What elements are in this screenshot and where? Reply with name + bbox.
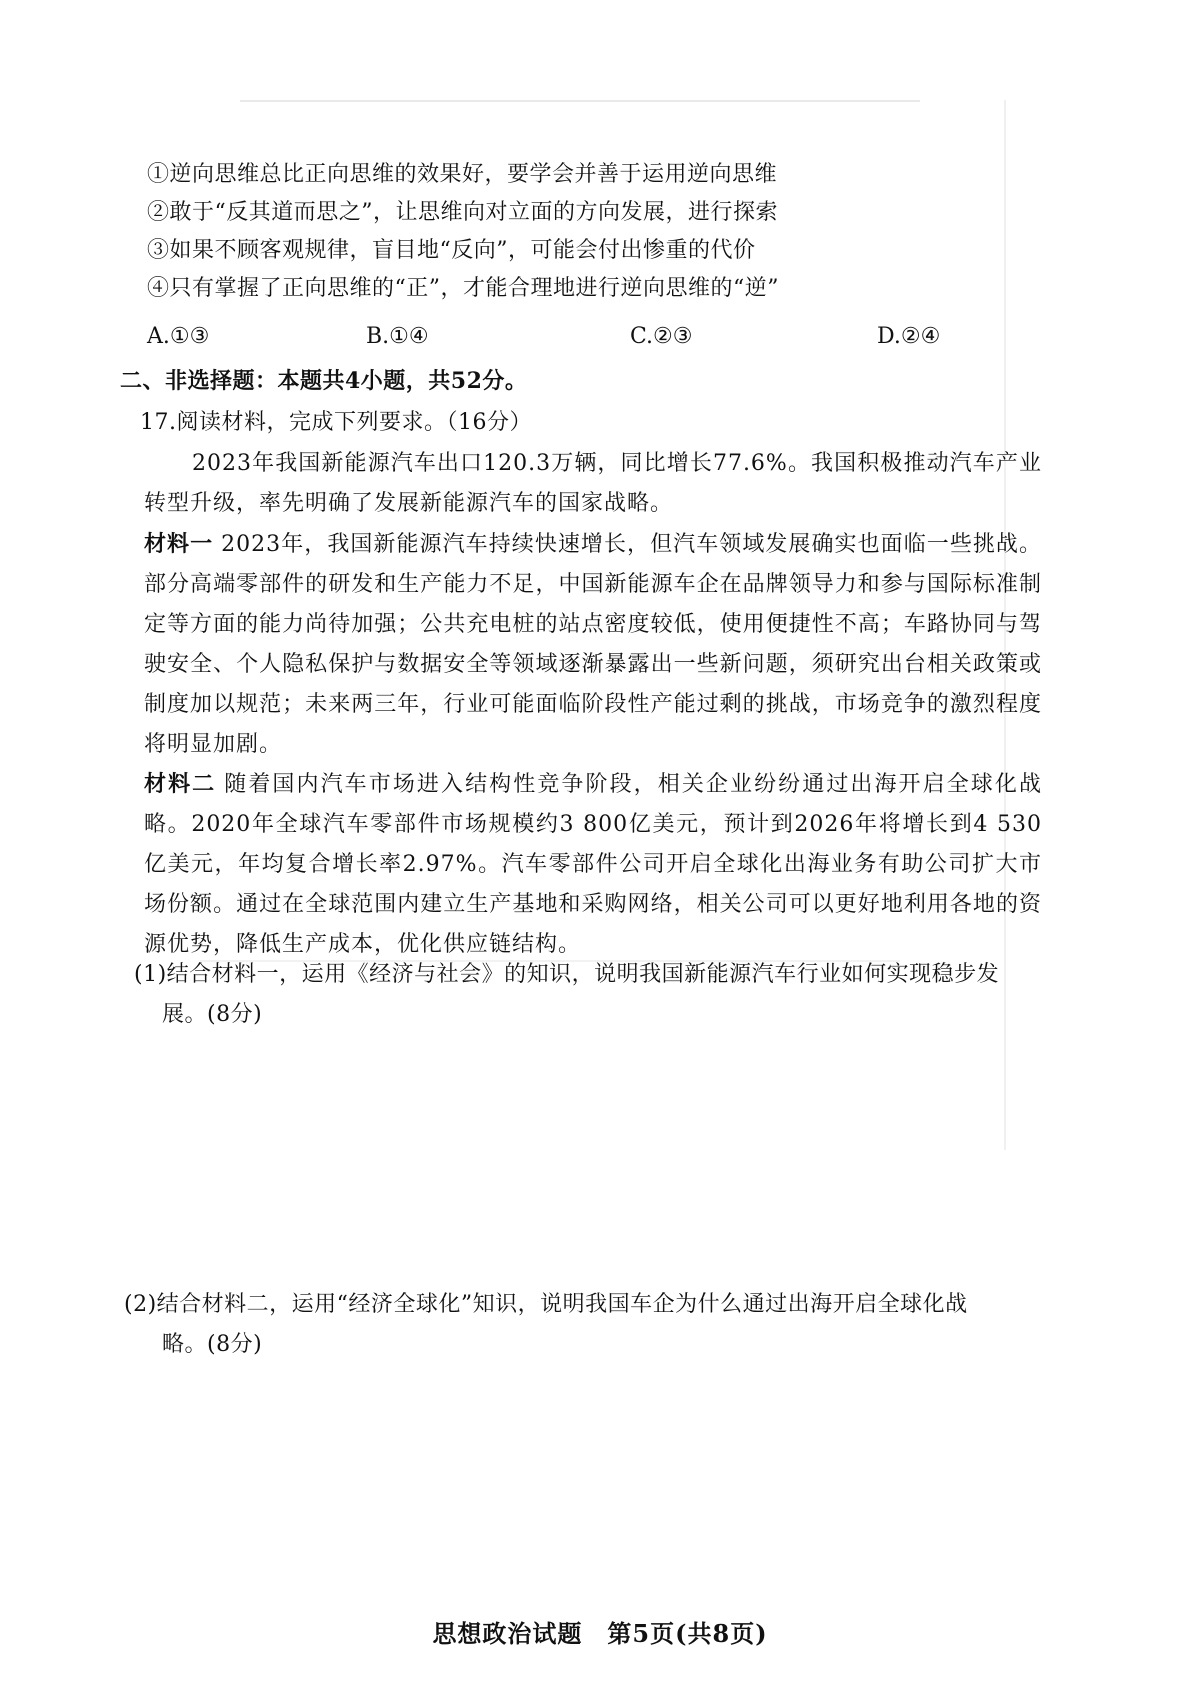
question-17-intro	[144, 444, 1042, 524]
material-1	[144, 524, 1042, 765]
question-17-title: 17.阅读材料，完成下列要求。（16分）	[140, 410, 532, 435]
statement-3: ③如果不顾客观规律，盲目地“反向”，可能会付出惨重的代价	[147, 238, 756, 263]
sub-question-1-line2: 展。(8分)	[162, 1002, 263, 1027]
statement-4: ④只有掌握了正向思维的“正”，才能合理地进行逆向思维的“逆”	[147, 276, 779, 301]
option-c: C.②③	[630, 324, 693, 349]
material-1-text: 2023年，我国新能源汽车持续快速增长，但汽车领域发展确实也面临一些挑战。部分高端零部件的研发和生产能力不足，中国新能源车企在品牌领导力和参与国际标准制定等方面的能力尚待加强；公共充电桩的站点密度较低，使用便捷性不高；车路协同与驾驶安全、个人隐私保护与数据安全等领域逐渐暴露出一些新问题，须研究出台相关政策或制度加以规范；未来两三年，行业可能面临阶段性产能过剩的挑战，市场竞争的激烈程度将明显加剧。	[144, 532, 1042, 757]
section-heading: 二、非选择题：本题共4小题，共52分。	[120, 368, 528, 394]
scan-artifact-top	[240, 100, 920, 102]
material-1-label: 材料一	[144, 531, 214, 557]
sub-question-2-line2: 略。(8分)	[162, 1332, 263, 1357]
option-a: A.①③	[147, 324, 210, 349]
statement-2: ②敢于“反其道而思之”，让思维向对立面的方向发展，进行探索	[147, 200, 778, 225]
material-2-label: 材料二	[144, 771, 217, 797]
page-footer: 思想政治试题 第5页(共8页)	[432, 1619, 768, 1648]
option-b: B.①④	[366, 324, 429, 349]
option-d: D.②④	[877, 324, 941, 349]
statement-1: ①逆向思维总比正向思维的效果好，要学会并善于运用逆向思维	[147, 162, 778, 187]
material-2	[144, 764, 1042, 965]
material-2-text: 随着国内汽车市场进入结构性竞争阶段，相关企业纷纷通过出海开启全球化战略。2020年全球汽车零部件市场规模约3 800亿美元，预计到2026年将增长到4 530亿美元，年均复合增长率2.97%。汽车零部件公司开启全球化出海业务有助公司扩大市场份额。通过在全球范围内建立生产基地和采购网络，相关公司可以更好地利用各地的资源优势，降低生产成本，优化供应链结构。	[144, 772, 1042, 957]
sub-question-1-line1: (1)结合材料一，运用《经济与社会》的知识，说明我国新能源汽车行业如何实现稳步发	[134, 962, 1000, 987]
intro-text: 2023年我国新能源汽车出口120.3万辆，同比增长77.6%。我国积极推动汽车产业转型升级，率先明确了发展新能源汽车的国家战略。	[144, 451, 1042, 516]
sub-question-2-line1: (2)结合材料二，运用“经济全球化”知识，说明我国车企为什么通过出海开启全球化战	[124, 1292, 968, 1317]
